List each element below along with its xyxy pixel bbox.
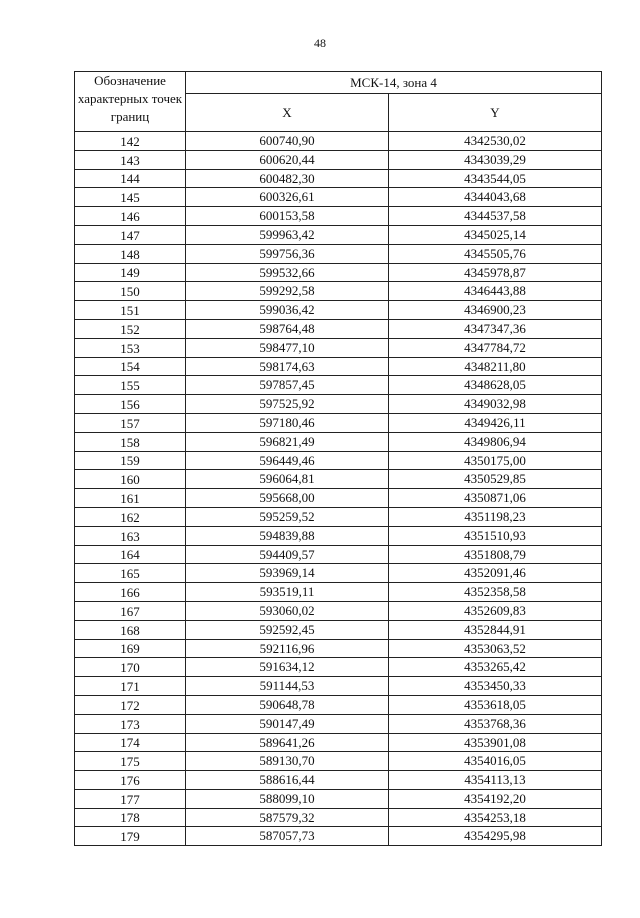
y-cell: 4353901,08 bbox=[389, 733, 602, 752]
y-cell: 4343544,05 bbox=[389, 169, 602, 188]
point-cell: 172 bbox=[75, 695, 186, 714]
point-cell: 143 bbox=[75, 150, 186, 169]
point-cell: 168 bbox=[75, 620, 186, 639]
table-row bbox=[75, 583, 602, 602]
page-number: 48 bbox=[314, 36, 326, 50]
y-cell: 4353768,36 bbox=[389, 714, 602, 733]
table-row bbox=[75, 808, 602, 827]
y-cell: 4344043,68 bbox=[389, 188, 602, 207]
x-cell: 593969,14 bbox=[186, 564, 389, 583]
y-cell: 4354113,13 bbox=[389, 771, 602, 790]
point-cell: 173 bbox=[75, 714, 186, 733]
point-cell: 179 bbox=[75, 827, 186, 846]
x-cell: 599532,66 bbox=[186, 263, 389, 282]
x-cell: 596449,46 bbox=[186, 451, 389, 470]
x-cell: 596064,81 bbox=[186, 470, 389, 489]
x-cell: 591634,12 bbox=[186, 658, 389, 677]
x-cell: 587057,73 bbox=[186, 827, 389, 846]
x-cell: 591144,53 bbox=[186, 677, 389, 696]
y-cell: 4350175,00 bbox=[389, 451, 602, 470]
point-cell: 161 bbox=[75, 489, 186, 508]
point-cell: 159 bbox=[75, 451, 186, 470]
y-cell: 4353063,52 bbox=[389, 639, 602, 658]
x-cell: 597525,92 bbox=[186, 395, 389, 414]
y-cell: 4346443,88 bbox=[389, 282, 602, 301]
y-cell: 4353450,33 bbox=[389, 677, 602, 696]
y-cell: 4351510,93 bbox=[389, 526, 602, 545]
table-row bbox=[75, 188, 602, 207]
point-cell: 162 bbox=[75, 507, 186, 526]
y-cell: 4348628,05 bbox=[389, 376, 602, 395]
table-row bbox=[75, 132, 602, 151]
table-row bbox=[75, 545, 602, 564]
x-cell: 595259,52 bbox=[186, 507, 389, 526]
x-cell: 598477,10 bbox=[186, 338, 389, 357]
table-header bbox=[75, 72, 602, 132]
point-cell: 167 bbox=[75, 601, 186, 620]
coordinates-table bbox=[74, 71, 602, 846]
table-row bbox=[75, 357, 602, 376]
table-row bbox=[75, 470, 602, 489]
x-cell: 600740,90 bbox=[186, 132, 389, 151]
point-cell: 175 bbox=[75, 752, 186, 771]
x-cell: 587579,32 bbox=[186, 808, 389, 827]
table-row bbox=[75, 677, 602, 696]
x-cell: 588616,44 bbox=[186, 771, 389, 790]
point-cell: 153 bbox=[75, 338, 186, 357]
y-cell: 4343039,29 bbox=[389, 150, 602, 169]
x-cell: 598764,48 bbox=[186, 319, 389, 338]
table-row bbox=[75, 507, 602, 526]
x-cell: 588099,10 bbox=[186, 789, 389, 808]
x-cell: 590147,49 bbox=[186, 714, 389, 733]
table-row bbox=[75, 263, 602, 282]
point-cell: 165 bbox=[75, 564, 186, 583]
x-cell: 595668,00 bbox=[186, 489, 389, 508]
y-cell: 4352844,91 bbox=[389, 620, 602, 639]
point-cell: 147 bbox=[75, 225, 186, 244]
point-cell: 164 bbox=[75, 545, 186, 564]
y-cell: 4345025,14 bbox=[389, 225, 602, 244]
table-row bbox=[75, 244, 602, 263]
x-cell: 593060,02 bbox=[186, 601, 389, 620]
y-cell: 4349426,11 bbox=[389, 413, 602, 432]
y-cell: 4344537,58 bbox=[389, 207, 602, 226]
x-cell: 592116,96 bbox=[186, 639, 389, 658]
y-cell: 4351808,79 bbox=[389, 545, 602, 564]
table-row bbox=[75, 338, 602, 357]
table-body bbox=[75, 132, 602, 846]
point-cell: 150 bbox=[75, 282, 186, 301]
table-row bbox=[75, 733, 602, 752]
y-cell: 4345978,87 bbox=[389, 263, 602, 282]
header-point-designation: Обозначение характерных точек границ bbox=[75, 72, 186, 132]
point-cell: 144 bbox=[75, 169, 186, 188]
point-cell: 155 bbox=[75, 376, 186, 395]
point-cell: 148 bbox=[75, 244, 186, 263]
x-cell: 600620,44 bbox=[186, 150, 389, 169]
table-row bbox=[75, 526, 602, 545]
point-cell: 158 bbox=[75, 432, 186, 451]
point-cell: 156 bbox=[75, 395, 186, 414]
x-cell: 597180,46 bbox=[186, 413, 389, 432]
y-cell: 4350529,85 bbox=[389, 470, 602, 489]
y-cell: 4349032,98 bbox=[389, 395, 602, 414]
x-cell: 589641,26 bbox=[186, 733, 389, 752]
header-coordinate-system: МСК-14, зона 4 bbox=[186, 72, 602, 94]
x-cell: 589130,70 bbox=[186, 752, 389, 771]
header-x: X bbox=[186, 94, 389, 132]
y-cell: 4350871,06 bbox=[389, 489, 602, 508]
y-cell: 4346900,23 bbox=[389, 301, 602, 320]
point-cell: 178 bbox=[75, 808, 186, 827]
table-row bbox=[75, 150, 602, 169]
point-cell: 157 bbox=[75, 413, 186, 432]
table-row bbox=[75, 827, 602, 846]
point-cell: 154 bbox=[75, 357, 186, 376]
y-cell: 4354192,20 bbox=[389, 789, 602, 808]
y-cell: 4347784,72 bbox=[389, 338, 602, 357]
x-cell: 599036,42 bbox=[186, 301, 389, 320]
y-cell: 4347347,36 bbox=[389, 319, 602, 338]
point-cell: 174 bbox=[75, 733, 186, 752]
y-cell: 4349806,94 bbox=[389, 432, 602, 451]
table-row bbox=[75, 771, 602, 790]
y-cell: 4354016,05 bbox=[389, 752, 602, 771]
table-row bbox=[75, 319, 602, 338]
point-cell: 151 bbox=[75, 301, 186, 320]
x-cell: 599292,58 bbox=[186, 282, 389, 301]
table-row bbox=[75, 395, 602, 414]
table-row bbox=[75, 376, 602, 395]
table-row bbox=[75, 451, 602, 470]
table-row bbox=[75, 620, 602, 639]
table-row bbox=[75, 789, 602, 808]
y-cell: 4352091,46 bbox=[389, 564, 602, 583]
x-cell: 594409,57 bbox=[186, 545, 389, 564]
y-cell: 4353618,05 bbox=[389, 695, 602, 714]
point-cell: 166 bbox=[75, 583, 186, 602]
table-row bbox=[75, 282, 602, 301]
y-cell: 4353265,42 bbox=[389, 658, 602, 677]
point-cell: 146 bbox=[75, 207, 186, 226]
y-cell: 4345505,76 bbox=[389, 244, 602, 263]
table-row bbox=[75, 639, 602, 658]
x-cell: 598174,63 bbox=[186, 357, 389, 376]
x-cell: 594839,88 bbox=[186, 526, 389, 545]
point-cell: 145 bbox=[75, 188, 186, 207]
x-cell: 597857,45 bbox=[186, 376, 389, 395]
table-row bbox=[75, 695, 602, 714]
table-row bbox=[75, 752, 602, 771]
x-cell: 596821,49 bbox=[186, 432, 389, 451]
point-cell: 170 bbox=[75, 658, 186, 677]
point-cell: 152 bbox=[75, 319, 186, 338]
y-cell: 4342530,02 bbox=[389, 132, 602, 151]
table-row bbox=[75, 658, 602, 677]
y-cell: 4354253,18 bbox=[389, 808, 602, 827]
header-y: Y bbox=[389, 94, 602, 132]
table-row bbox=[75, 714, 602, 733]
x-cell: 590648,78 bbox=[186, 695, 389, 714]
x-cell: 592592,45 bbox=[186, 620, 389, 639]
table-row bbox=[75, 169, 602, 188]
table-row bbox=[75, 413, 602, 432]
y-cell: 4348211,80 bbox=[389, 357, 602, 376]
point-cell: 169 bbox=[75, 639, 186, 658]
x-cell: 600153,58 bbox=[186, 207, 389, 226]
point-cell: 160 bbox=[75, 470, 186, 489]
point-cell: 149 bbox=[75, 263, 186, 282]
x-cell: 599963,42 bbox=[186, 225, 389, 244]
point-cell: 177 bbox=[75, 789, 186, 808]
x-cell: 600482,30 bbox=[186, 169, 389, 188]
point-cell: 171 bbox=[75, 677, 186, 696]
y-cell: 4352358,58 bbox=[389, 583, 602, 602]
x-cell: 600326,61 bbox=[186, 188, 389, 207]
table-row bbox=[75, 225, 602, 244]
table-row bbox=[75, 301, 602, 320]
x-cell: 599756,36 bbox=[186, 244, 389, 263]
table-row bbox=[75, 564, 602, 583]
x-cell: 593519,11 bbox=[186, 583, 389, 602]
y-cell: 4351198,23 bbox=[389, 507, 602, 526]
table-row bbox=[75, 432, 602, 451]
point-cell: 163 bbox=[75, 526, 186, 545]
point-cell: 176 bbox=[75, 771, 186, 790]
table-row bbox=[75, 207, 602, 226]
table-row bbox=[75, 489, 602, 508]
y-cell: 4354295,98 bbox=[389, 827, 602, 846]
y-cell: 4352609,83 bbox=[389, 601, 602, 620]
table-row bbox=[75, 601, 602, 620]
point-cell: 142 bbox=[75, 132, 186, 151]
